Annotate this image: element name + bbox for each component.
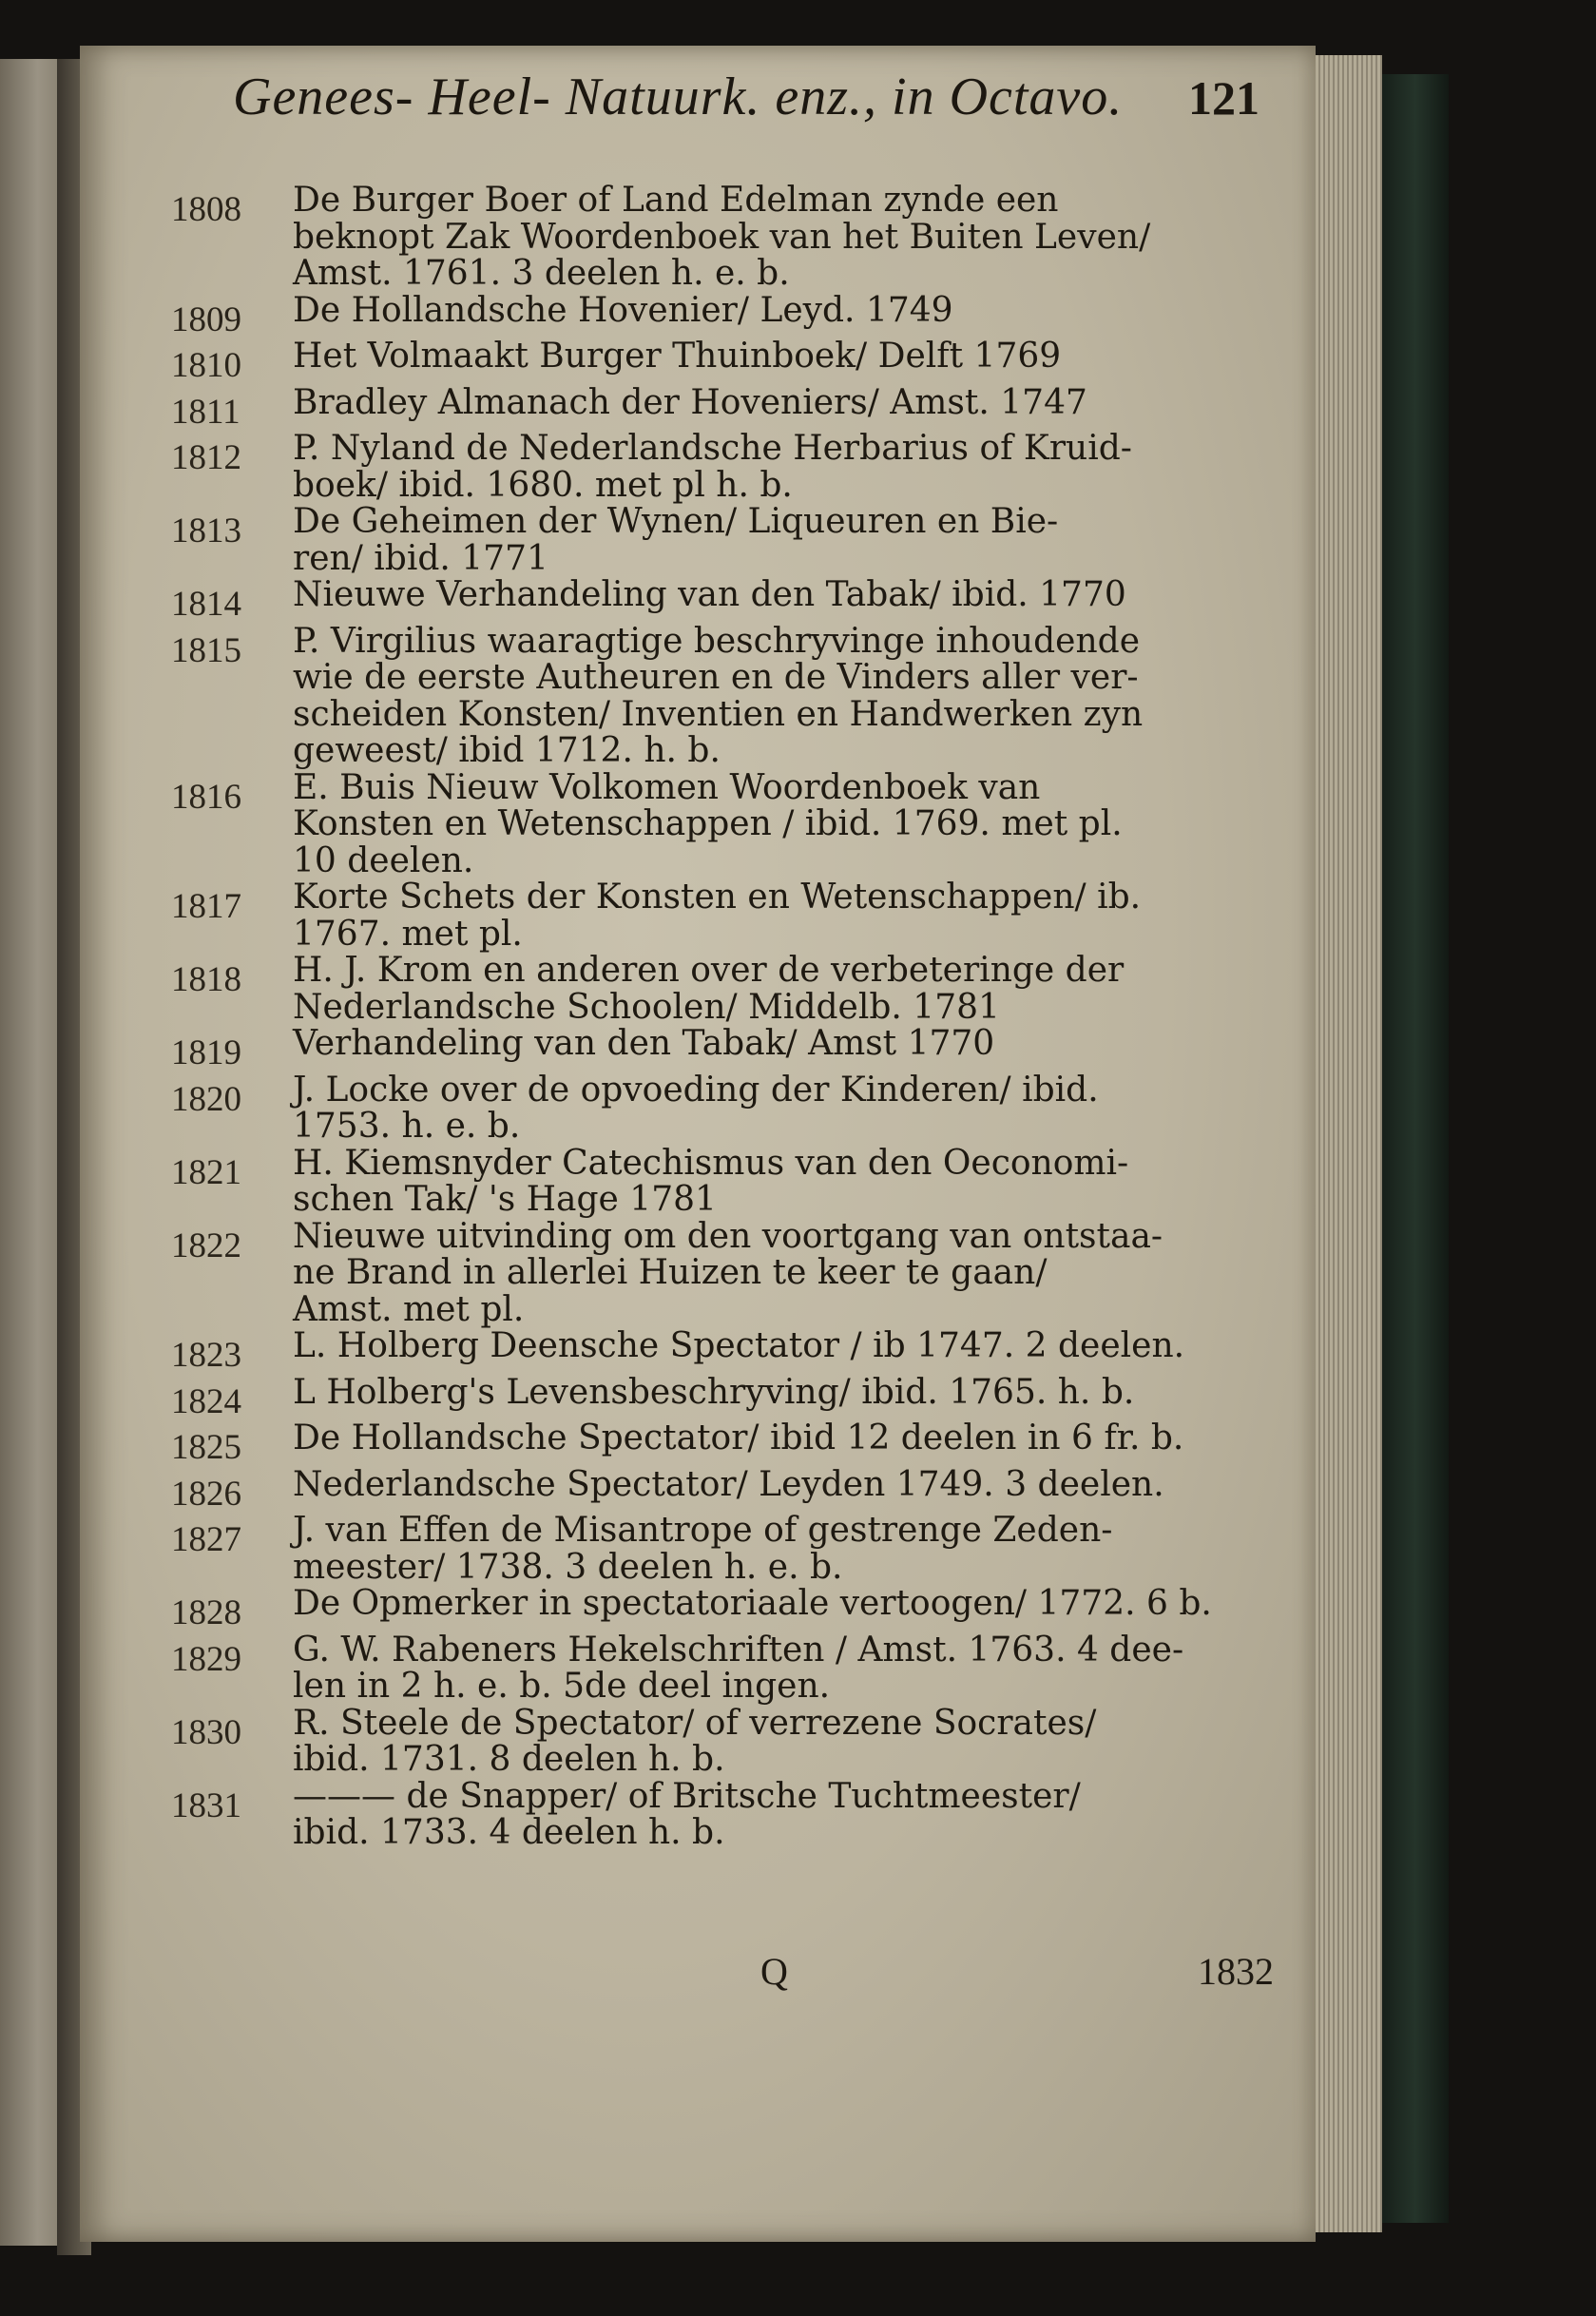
entry-text: L. Holberg Deensche Spectator / ib 1747. 2 deelen.: [293, 1326, 1185, 1365]
entry-number: 1817: [171, 887, 241, 926]
book-binding: [1382, 74, 1449, 2223]
signature-mark: Q: [760, 1950, 788, 1993]
entry-text: P. Virgilius waaragtige beschryvinge inhoudende wie de eerste Autheuren en de Vinders aller ver- scheiden Konsten/ Inventien en Handwerken zyn geweest/ ibid 1712. h. b.: [293, 621, 1144, 770]
catchword: 1832: [1198, 1950, 1274, 1993]
catalogue-entry: [171, 621, 1274, 770]
entry-text: E. Buis Nieuw Volkomen Woordenboek van Konsten en Wetenschappen / ibid. 1769. met pl. 10 deelen.: [293, 767, 1123, 880]
entry-number: 1808: [171, 190, 241, 229]
catalogue-entry: [171, 1328, 1274, 1375]
entry-number: 1810: [171, 346, 241, 385]
catalogue-entry: [171, 338, 1274, 385]
page-number: 121: [1188, 71, 1259, 125]
running-header: [233, 67, 1259, 152]
entry-number: 1819: [171, 1033, 241, 1072]
entry-number: 1811: [171, 392, 240, 432]
entry-text: ——— de Snapper/ of Britsche Tuchtmeester/ ibid. 1733. 4 deelen h. b.: [293, 1776, 1081, 1852]
entry-text: De Burger Boer of Land Edelman zynde een beknopt Zak Woordenboek van het Buiten Leven/ Amst. 1761. 3 deelen h. e. b.: [293, 181, 1151, 293]
entry-number: 1815: [171, 630, 241, 670]
entry-number: 1824: [171, 1381, 241, 1421]
entry-text: L Holberg's Levensbeschryving/ ibid. 1765. h. b.: [293, 1372, 1135, 1412]
entry-text: Nieuwe Verhandeling van den Tabak/ ibid. 1770: [293, 575, 1126, 614]
entry-text: Korte Schets der Konsten en Wetenschappen/ ib. 1767. met pl.: [293, 878, 1142, 954]
entry-text: De Opmerker in spectatoriaale vertoogen/ 1772. 6 b.: [293, 1584, 1212, 1623]
catalogue-entry: [171, 1372, 1274, 1421]
entry-text: H. J. Krom en anderen over de verbeteringe der Nederlandsche Schoolen/ Middelb. 1781: [293, 951, 1125, 1027]
catalogue-entry: [171, 1632, 1274, 1706]
entry-number: 1826: [171, 1474, 241, 1514]
catalogue-entry: [171, 1776, 1274, 1852]
catalogue-entry: [171, 183, 1274, 293]
catalogue-entry: [171, 1586, 1274, 1632]
entry-number: 1813: [171, 511, 241, 550]
entry-text: J. van Effen de Misantrope of gestrenge Zeden- meester/ 1738. 3 deelen h. e. b.: [293, 1511, 1113, 1587]
entry-number: 1812: [171, 438, 241, 477]
entry-number: 1831: [171, 1785, 241, 1825]
catalogue-entry: [171, 1072, 1274, 1146]
catalogue-entry: [171, 879, 1274, 953]
entry-text: De Hollandsche Spectator/ ibid 12 deelen in 6 fr. b.: [293, 1419, 1184, 1457]
entry-number: 1827: [171, 1520, 241, 1559]
entry-text: Verhandeling van den Tabak/ Amst 1770: [293, 1024, 995, 1063]
entry-text: De Hollandsche Hovenier/ Leyd. 1749: [293, 290, 953, 330]
entry-number: 1822: [171, 1226, 241, 1265]
entry-number: 1823: [171, 1336, 241, 1375]
entry-text: J. Locke over de opvoeding der Kinderen/ ibid. 1753. h. e. b.: [293, 1070, 1099, 1146]
catalogue-entry: [171, 1703, 1274, 1779]
entry-number: 1830: [171, 1712, 241, 1752]
catalogue-entry: [171, 382, 1274, 432]
entry-text: Nederlandsche Spectator/ Leyden 1749. 3 deelen.: [293, 1464, 1164, 1504]
page-edges: [1316, 55, 1382, 2232]
entry-text: R. Steele de Spectator/ of verrezene Socrates/ ibid. 1731. 8 deelen h. b.: [293, 1703, 1097, 1779]
entry-text: Het Volmaakt Burger Thuinboek/ Delft 1769: [293, 337, 1062, 376]
catalogue-entry: [171, 1420, 1274, 1467]
entry-text: P. Nyland de Nederlandsche Herbarius of Kruid- boek/ ibid. 1680. met pl h. b.: [293, 429, 1132, 505]
catalogue-entry: [171, 953, 1274, 1026]
catalogue-entry: [171, 1513, 1274, 1586]
entry-number: 1816: [171, 777, 241, 817]
entry-number: 1820: [171, 1079, 241, 1119]
catalogue-entries: [171, 183, 1274, 1852]
page-footer: [760, 1949, 1274, 1994]
entry-text: G. W. Rabeners Hekelschriften / Amst. 1763. 4 dee- len in 2 h. e. b. 5de deel ingen.: [293, 1630, 1184, 1706]
catalogue-entry: [171, 1143, 1274, 1219]
catalogue-entry: [171, 290, 1274, 339]
running-title: Genees- Heel- Natuurk. enz., in Octavo.: [233, 68, 1124, 126]
entry-number: 1828: [171, 1593, 241, 1632]
entry-number: 1818: [171, 960, 241, 999]
entry-text: Nieuwe uitvinding om den voortgang van ontstaa- ne Brand in allerlei Huizen te keer te gaan/ Amst. met pl.: [293, 1216, 1163, 1329]
catalogue-entry: [171, 577, 1274, 624]
catalogue-entry: [171, 504, 1274, 577]
catalogue-entry: [171, 767, 1274, 880]
entry-number: 1821: [171, 1152, 241, 1192]
catalogue-entry: [171, 1216, 1274, 1329]
catalogue-entry: [171, 431, 1274, 504]
entry-text: De Geheimen der Wynen/ Liqueuren en Bie- ren/ ibid. 1771: [293, 502, 1059, 578]
entry-number: 1814: [171, 585, 241, 624]
entry-number: 1829: [171, 1639, 241, 1679]
catalogue-entry: [171, 1464, 1274, 1514]
entry-text: Bradley Almanach der Hoveniers/ Amst. 1747: [293, 382, 1087, 422]
catalogue-entry: [171, 1026, 1274, 1072]
entry-text: H. Kiemsnyder Catechismus van den Oeconomi- schen Tak/ 's Hage 1781: [293, 1143, 1129, 1219]
entry-number: 1825: [171, 1428, 241, 1467]
entry-number: 1809: [171, 299, 241, 339]
